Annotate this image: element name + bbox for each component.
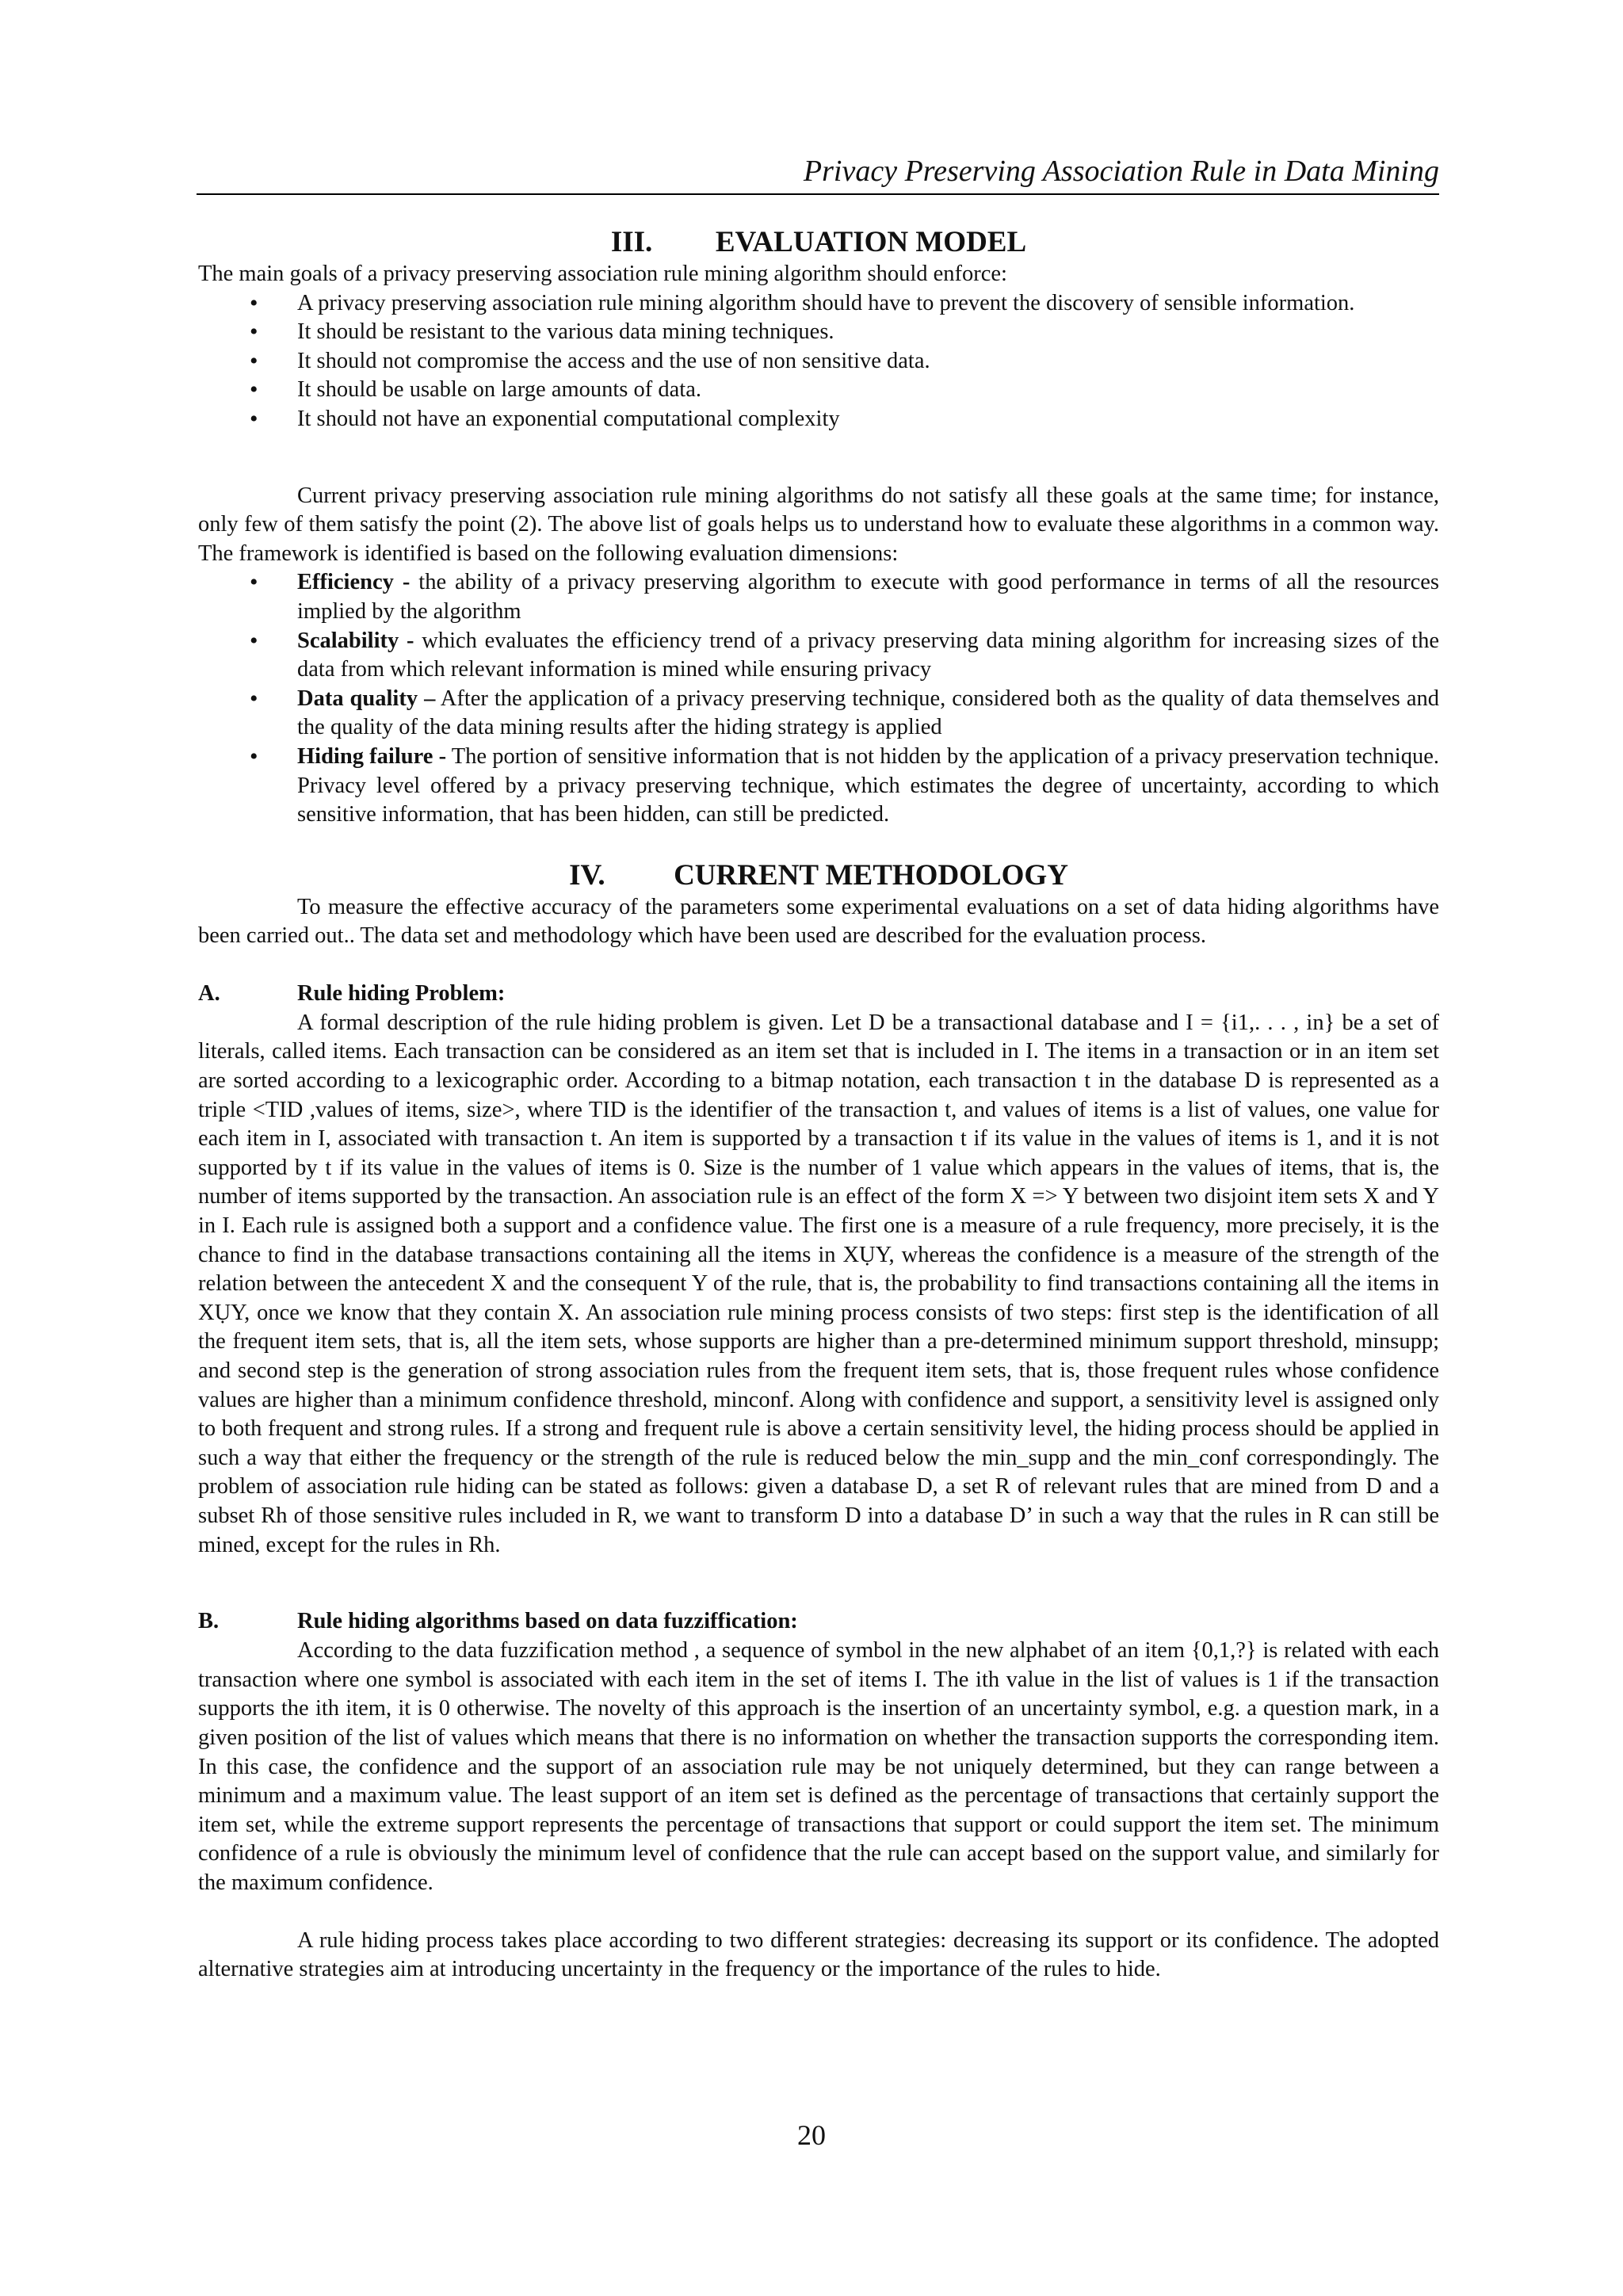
page-number: 20 [797,2119,826,2151]
section-3-number: III. [610,226,653,258]
goals-list [198,289,1439,434]
goal-item: • It should be resistant to the various data mining techniques. [198,318,1439,347]
dimension-item-efficiency [198,568,1439,626]
header-rule [197,193,1439,195]
dimension-term: Efficiency - [297,570,411,595]
section-4-heading [198,858,1439,893]
goal-item: • A privacy preserving association rule mining algorithm should have to prevent the discovery of sensible information. [198,289,1439,319]
spacer [198,434,1439,482]
spacer [198,1898,1439,1927]
goal-item: • It should not compromise the access and the use of non sensitive data. [198,347,1439,376]
section-4-number: IV. [569,858,605,892]
subsection-a-heading [198,980,1439,1009]
spacer [198,830,1439,858]
dimension-term: Data quality – [297,686,436,711]
goal-item: • It should not have an exponential computational complexity [198,405,1439,434]
page-content [198,225,1439,1985]
dimension-text: the ability of a privacy preserving algorithm to execute with good performance in terms of all the resources implied by the algorithm [297,570,1440,624]
dimension-term: Hiding failure - [297,743,447,769]
dimension-item-scalability [198,627,1439,685]
dimensions-list [198,568,1439,829]
subsection-b-text-1: According to the data fuzzification method , a sequence of symbol in the new alphabet of an item {0,1,?} is related with each transaction where one symbol is associated with each item in the set of items I. The ith value in the list of values is 1 if the transaction supports the ith item, it is 0 otherwise. The novelty of this approach is the insertion of an uncertainty symbol, e.g. a question mark, in a given position of the list of values which means that there is no information on whether the transaction supports the corresponding item. In this case, the confidence and the support of an association rule may be not uniquely determined, but they can range between a minimum and a maximum value. The least support of an item set is defined as the percentage of transactions that certainly support the item set, while the extreme support represents the percentage of transactions that support or could support the item set. The minimum confidence of a rule is obviously the minimum level of confidence that the rule can accept based on the support value, and similarly for the maximum confidence. [198,1638,1439,1895]
subsection-b-title: Rule hiding algorithms based on data fuzziffication: [297,1609,798,1634]
running-header: Privacy Preserving Association Rule in Data Mining [803,155,1439,188]
subsection-b-label: B. [198,1609,220,1634]
section-3-paragraph: Current privacy preserving association rule mining algorithms do not satisfy all these goals at the same time; for instance, only few of them satisfy the point (2). The above list of goals helps us to understand how to evaluate these algorithms in a common way. The framework is identified is based on the following evaluation dimensions: [198,483,1439,566]
section-4-intro: To measure the effective accuracy of the parameters some experimental evaluations on a set of data hiding algorithms have been carried out.. The data set and methodology which have been used are described for the evaluation process. [198,894,1439,949]
section-3-heading [198,225,1439,260]
dimension-item-hiding-failure [198,743,1439,830]
subsection-a-title: Rule hiding Problem: [297,980,506,1006]
dimension-text: which evaluates the efficiency trend of a privacy preserving data mining algorithm for increasing sizes of the data from which relevant information is mined while ensuring privacy [297,628,1439,682]
spacer [198,951,1439,980]
section-3-intro: The main goals of a privacy preserving association rule mining algorithm should enforce: [198,262,1007,286]
dimension-term: Scalability - [297,628,414,653]
subsection-b-heading [198,1607,1439,1637]
dimension-text: After the application of a privacy preserving technique, considered both as the quality of data themselves and the quality of the data mining results after the hiding strategy is applied [297,686,1439,740]
section-4-title: CURRENT METHODOLOGY [674,858,1068,892]
section-3-title: EVALUATION MODEL [715,226,1027,258]
dimension-item-data-quality [198,685,1439,743]
goal-item: • It should be usable on large amounts of data. [198,376,1439,405]
spacer [198,1560,1439,1607]
subsection-a-text: A formal description of the rule hiding problem is given. Let D be a transactional database and I = {i1,. . . , in} be a set of literals, called items. Each transaction can be considered as an item set that is included in I. The items in a transaction or in an item set are sorted according to a lexicographic order. According to a bitmap notation, each transaction t in the database D is represented as a triple <TID ,values of items, size>, where TID is the identifier of the transaction t, and values of items is a list of values, one value for each item in I, associated with transaction t. An item is supported by a transaction t if its value in the values of items is 1, and it is not supported by t if its value in the values of items is 0. Size is the number of 1 value which appears in the values of items, that is, the number of items supported by the transaction. An association rule is an effect of the form X => Y between two disjoint item sets X and Y in I. Each rule is assigned both a support and a confidence value. The first one is a measure of a rule frequency, more precisely, it is the chance to find in the database transactions containing all the items in XỤY, whereas the confidence is a measure of the strength of the relation between the antecedent X and the consequent Y of the rule, that is, the probability to find transactions containing all the items in XỤY, once we know that they contain X. An association rule mining process consists of two steps: first step is the identification of all the frequent item sets, that is, all the item sets, whose supports are higher than a pre-determined minimum support threshold, minsupp; and second step is the generation of strong association rules from the frequent item sets, that is, those frequent rules whose confidence values are higher than a minimum confidence threshold, minconf. Along with confidence and support, a sensitivity level is assigned only to both frequent and strong rules. If a strong and frequent rule is above a certain sensitivity level, the hiding process should be applied in such a way that either the frequency or the strength of the rule is reduced below the min_supp and the min_conf correspondingly. The problem of association rule hiding can be stated as follows: given a database D, a set R of relevant rules that are mined from D and a subset Rh of those sensitive rules included in R, we want to transform D into a database D’ in such a way that the rules in R can still be mined, except for the rules in Rh. [198,1010,1439,1557]
subsection-b-text-2: A rule hiding process takes place according to two different strategies: decreasing its support or its confidence. The adopted alternative strategies aim at introducing uncertainty in the frequency or the importance of the rules to hide. [198,1927,1439,1982]
subsection-a-label: A. [198,980,220,1006]
dimension-text: The portion of sensitive information that is not hidden by the application of a privacy preservation technique. Privacy level offered by a privacy preserving technique, which estimates the degree of uncertainty, according to which sensitive information, that has been hidden, can still be predicted. [297,743,1439,827]
